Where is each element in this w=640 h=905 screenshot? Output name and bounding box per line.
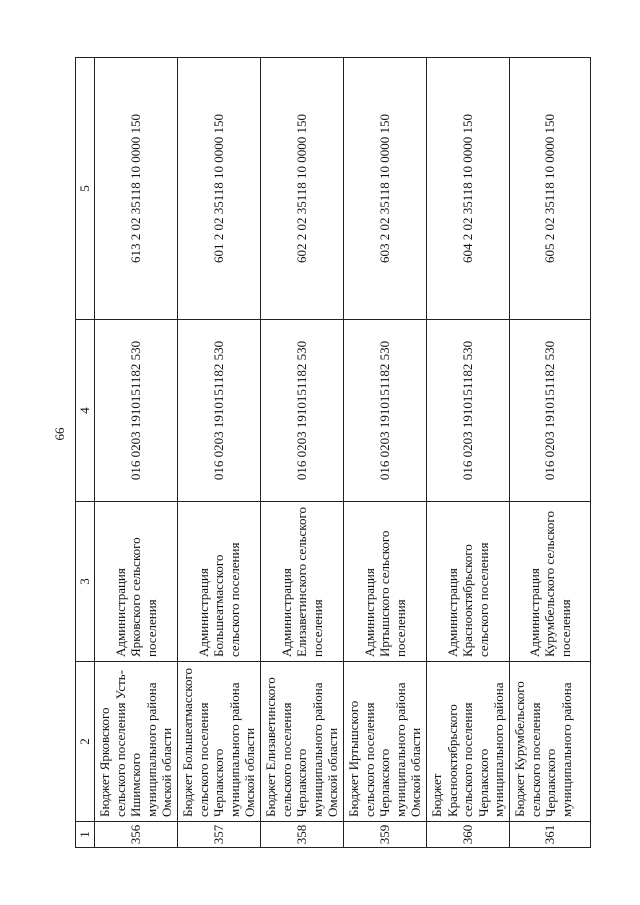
table-row bbox=[344, 58, 427, 848]
budget-name: Бюджет Ярковского сельского поселения Усть-Ишимского муниципального района Омской области bbox=[95, 662, 178, 822]
header-col-4: 4 bbox=[76, 320, 95, 502]
budget-table bbox=[75, 57, 591, 848]
header-col-1: 1 bbox=[76, 822, 95, 848]
row-number: 356 bbox=[95, 822, 178, 848]
budget-classification-code: 016 0203 1910151182 530 bbox=[510, 320, 591, 502]
revenue-code: 602 2 02 35118 10 0000 150 bbox=[261, 58, 344, 320]
administrator-name: Администрация Краснооктябрьского сельского поселения bbox=[427, 502, 510, 662]
header-col-2: 2 bbox=[76, 662, 95, 822]
revenue-code: 605 2 02 35118 10 0000 150 bbox=[510, 58, 591, 320]
revenue-code: 603 2 02 35118 10 0000 150 bbox=[344, 58, 427, 320]
row-number: 361 bbox=[510, 822, 591, 848]
revenue-code: 604 2 02 35118 10 0000 150 bbox=[427, 58, 510, 320]
budget-classification-code: 016 0203 1910151182 530 bbox=[95, 320, 178, 502]
header-row bbox=[76, 58, 95, 848]
budget-classification-code: 016 0203 1910151182 530 bbox=[427, 320, 510, 502]
table-row bbox=[427, 58, 510, 848]
administrator-name: Администрация Большеатмасского сельского поселения bbox=[178, 502, 261, 662]
header-col-3: 3 bbox=[76, 502, 95, 662]
row-number: 359 bbox=[344, 822, 427, 848]
budget-classification-code: 016 0203 1910151182 530 bbox=[178, 320, 261, 502]
budget-classification-code: 016 0203 1910151182 530 bbox=[261, 320, 344, 502]
administrator-name: Администрация Иртышского сельского поселения bbox=[344, 502, 427, 662]
administrator-name: Администрация Курумбельского сельского поселения bbox=[510, 502, 591, 662]
revenue-code: 613 2 02 35118 10 0000 150 bbox=[95, 58, 178, 320]
budget-name: Бюджет Краснооктябрьского сельского поселения Черлакского муниципального района bbox=[427, 662, 510, 822]
header-col-5: 5 bbox=[76, 58, 95, 320]
budget-name: Бюджет Большеатмасского сельского поселения Черлакского муниципального района Омской области bbox=[178, 662, 261, 822]
budget-name: Бюджет Иртышского сельского поселения Черлакского муниципального района Омской области bbox=[344, 662, 427, 822]
table-row bbox=[95, 58, 178, 848]
rotated-table-container bbox=[75, 58, 575, 848]
budget-name: Бюджет Елизаветинского сельского поселения Черлакского муниципального района Омской области bbox=[261, 662, 344, 822]
budget-name: Бюджет Курумбельского сельского поселения Черлакского муниципального района bbox=[510, 662, 591, 822]
administrator-name: Администрация Елизаветинского сельского поселения bbox=[261, 502, 344, 662]
row-number: 358 bbox=[261, 822, 344, 848]
row-number: 357 bbox=[178, 822, 261, 848]
table-row bbox=[510, 58, 591, 848]
revenue-code: 601 2 02 35118 10 0000 150 bbox=[178, 58, 261, 320]
table-row bbox=[178, 58, 261, 848]
budget-classification-code: 016 0203 1910151182 530 bbox=[344, 320, 427, 502]
table-row bbox=[261, 58, 344, 848]
row-number: 360 bbox=[427, 822, 510, 848]
page-number: 66 bbox=[52, 427, 67, 441]
administrator-name: Администрация Ярковского сельского поселения bbox=[95, 502, 178, 662]
